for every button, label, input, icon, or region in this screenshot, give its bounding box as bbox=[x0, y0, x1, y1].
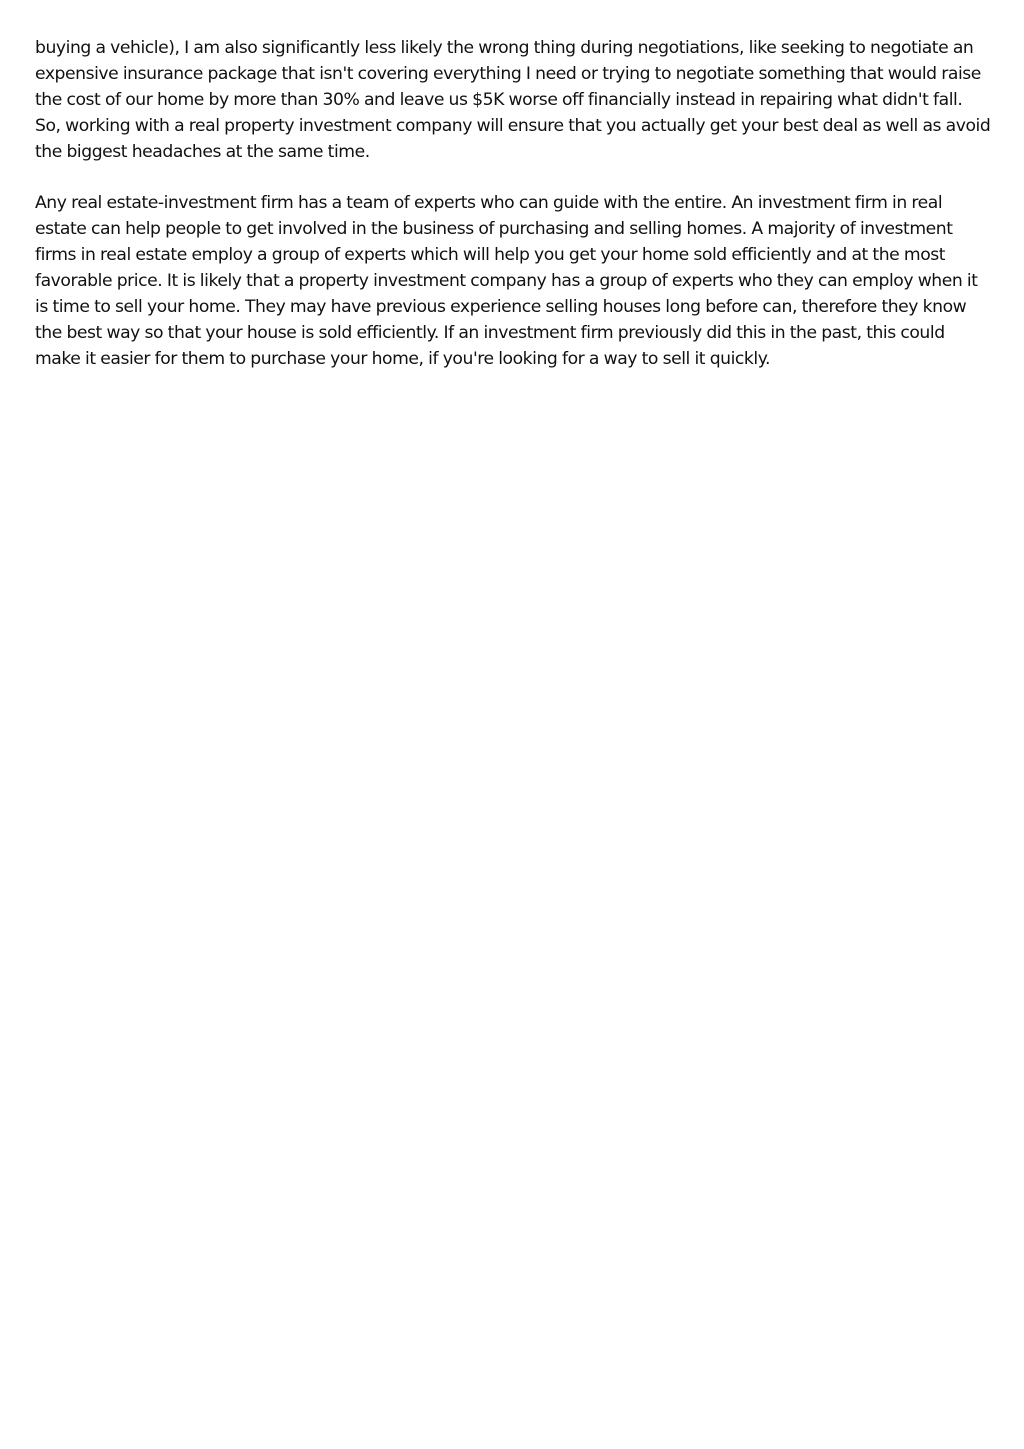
document-page bbox=[35, 36, 991, 399]
paragraph-1: buying a vehicle), I am also significantly less likely the wrong thing during negotiations, like seeking to negotiate an expensive insurance package that isn't covering everything I need or trying to negotiate something that would raise the cost of our home by more than 30% and leave us $5K worse off financially instead in repairing what didn't fall. So, working with a real property investment company will ensure that you actually get your best deal as well as avoid the biggest headaches at the same time. bbox=[35, 38, 991, 162]
paragraph-2: Any real estate-investment firm has a team of experts who can guide with the entire. An investment firm in real estate can help people to get involved in the business of purchasing and selling homes. A majority of investment firms in real estate employ a group of experts which will help you get your home sold efficiently and at the most favorable price. It is likely that a property investment company has a group of experts who they can employ when it is time to sell your home. They may have previous experience selling houses long before can, therefore they know the best way so that your house is sold efficiently. If an investment firm previously did this in the past, this could make it easier for them to purchase your home, if you're looking for a way to sell it quickly. bbox=[35, 193, 978, 369]
